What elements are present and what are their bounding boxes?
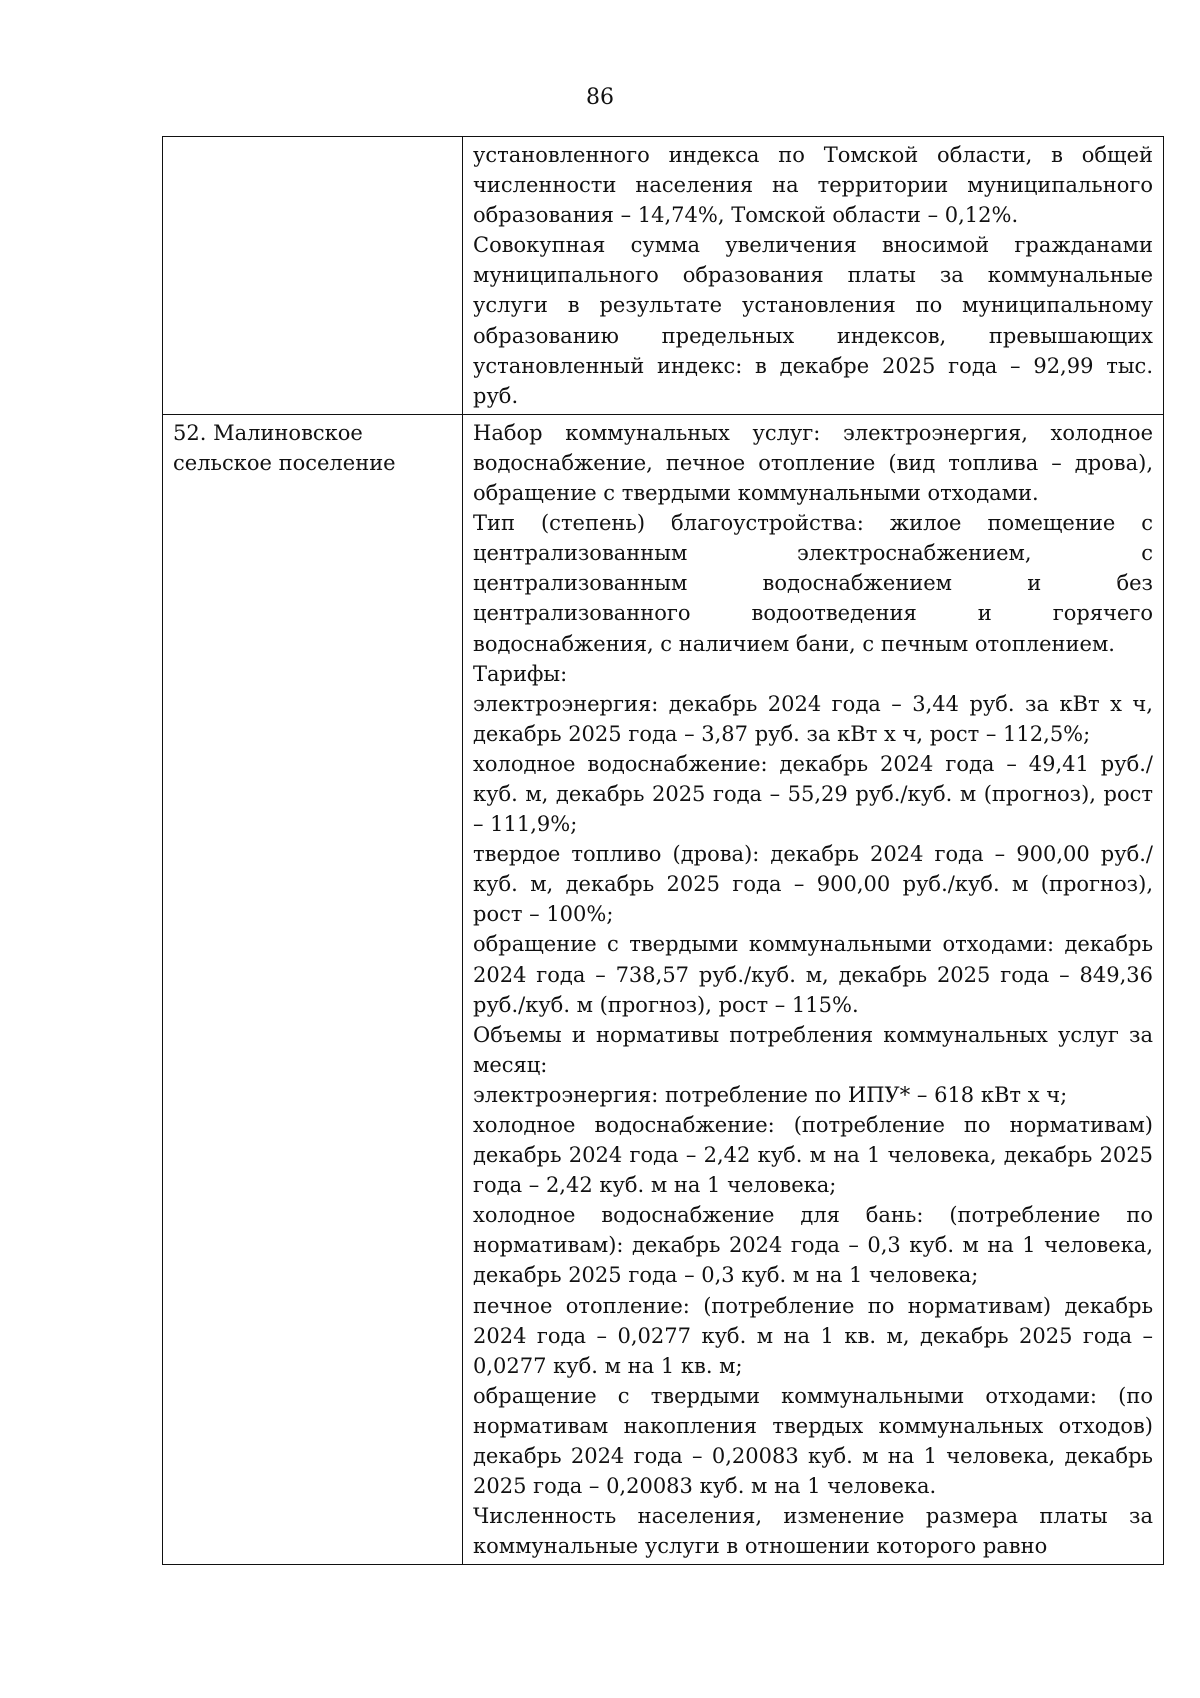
municipal-tariff-table <box>162 136 1164 1565</box>
paragraph: обращение с твердыми коммунальными отходами: декабрь 2024 года – 738,57 руб./куб. м, декабрь 2025 года – 849,36 руб./куб. м (прогноз), рост – 115%. <box>473 932 1153 1017</box>
paragraph: Тарифы: <box>473 661 568 686</box>
paragraph: электроэнергия: декабрь 2024 года – 3,44 руб. за кВт х ч, декабрь 2025 года – 3,87 руб. за кВт х ч, рост – 112,5%; <box>473 691 1153 746</box>
paragraph: Набор коммунальных услуг: электроэнергия, холодное водоснабжение, печное отопление (вид топлива – дрова), обращение с твердыми коммунальными отходами. <box>473 420 1153 506</box>
table-row <box>163 137 1164 415</box>
paragraph: холодное водоснабжение для бань: (потребление по нормативам): декабрь 2024 года – 0,3 куб. м на 1 человека, декабрь 2025 года – 0,3 куб. м на 1 человека; <box>473 1203 1153 1288</box>
municipality-cell <box>163 414 463 1565</box>
page-number: 86 <box>586 85 614 110</box>
municipality-cell <box>163 137 463 415</box>
paragraph: печное отопление: (потребление по нормативам) декабрь 2024 года – 0,0277 куб. м на 1 кв. м, декабрь 2025 года – 0,0277 куб. м на 1 кв. м; <box>473 1293 1153 1378</box>
table-row <box>163 414 1164 1565</box>
paragraph: Тип (степень) благоустройства: жилое помещение с централизованным электроснабжением, с централизованным водоснабжением и без централизованного водоотведения и горячего водоснабжения, с наличием бани, с печным отоплением. <box>473 511 1153 656</box>
description-cell <box>463 414 1164 1565</box>
paragraph: установленного индекса по Томской области, в общей численности населения на территории муниципального образования – 14,74%, Томской области – 0,12%. <box>473 143 1153 228</box>
paragraph: Совокупная сумма увеличения вносимой гражданами муниципального образования платы за коммунальные услуги в результате установления по муниципальному образованию предельных индексов, превышающих установленный индекс: в декабре 2025 года – 92,99 тыс. руб. <box>473 233 1153 408</box>
paragraph: электроэнергия: потребление по ИПУ* – 618 кВт х ч; <box>473 1082 1068 1107</box>
municipality-type: сельское поселение <box>173 450 396 475</box>
paragraph: Объемы и нормативы потребления коммунальных услуг за месяц: <box>473 1022 1153 1077</box>
paragraph: твердое топливо (дрова): декабрь 2024 года – 900,00 руб./куб. м, декабрь 2025 года – 900,00 руб./куб. м (прогноз), рост – 100%; <box>473 842 1153 927</box>
paragraph: холодное водоснабжение: декабрь 2024 года – 49,41 руб./куб. м, декабрь 2025 года – 55,29 руб./куб. м (прогноз), рост – 111,9%; <box>473 751 1153 837</box>
description-cell <box>463 137 1164 415</box>
paragraph: Численность населения, изменение размера платы за коммунальные услуги в отношении которого равно <box>473 1504 1153 1559</box>
municipality-name: 52. Малиновское <box>173 420 363 445</box>
paragraph: обращение с твердыми коммунальными отходами: (по нормативам накопления твердых коммунальных отходов) декабрь 2024 года – 0,20083 куб. м на 1 человека, декабрь 2025 года – 0,20083 куб. м на 1 человека. <box>473 1383 1153 1499</box>
paragraph: холодное водоснабжение: (потребление по нормативам) декабрь 2024 года – 2,42 куб. м на 1 человека, декабрь 2025 года – 2,42 куб. м на 1 человека; <box>473 1113 1153 1198</box>
